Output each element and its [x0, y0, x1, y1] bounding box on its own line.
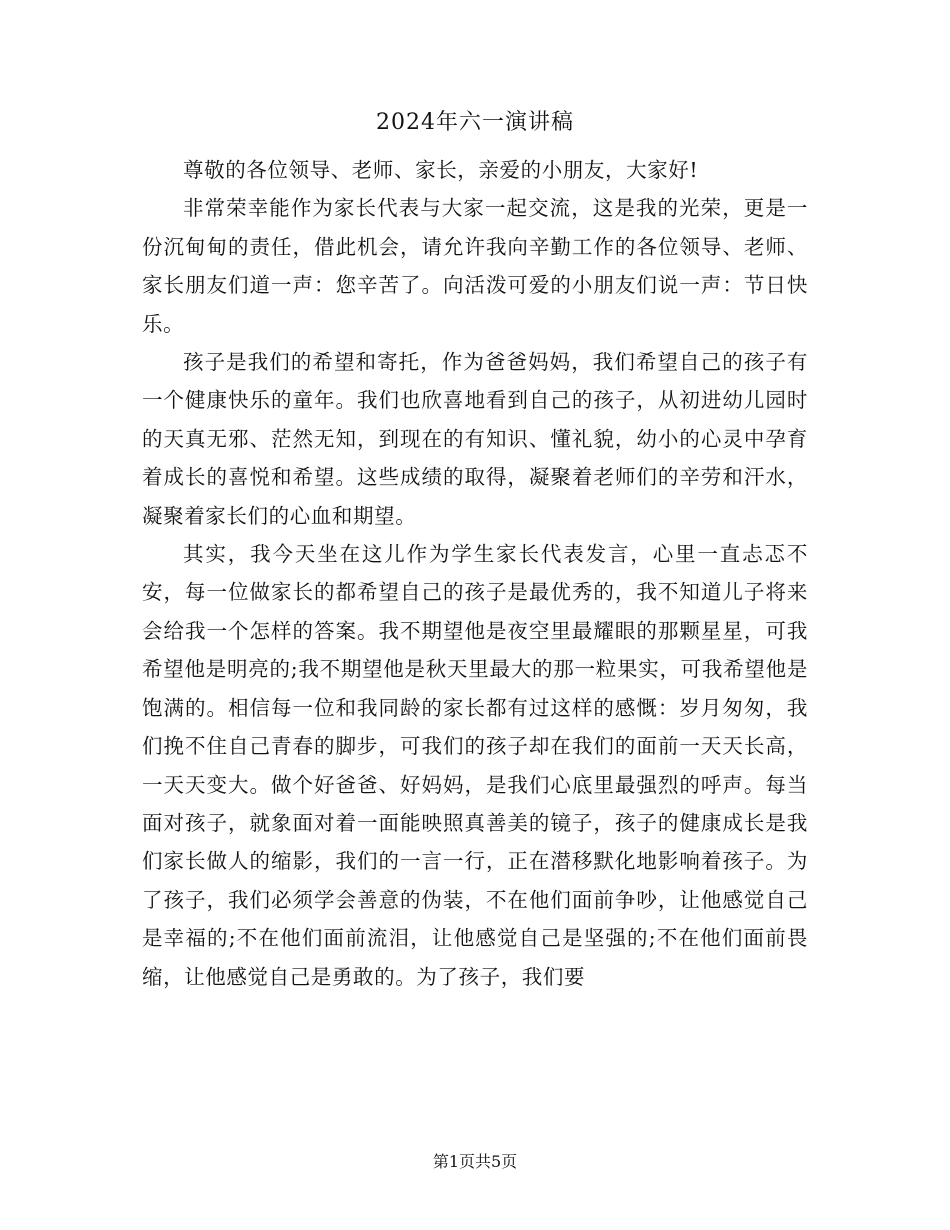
paragraph-reflection: 其实，我今天坐在这儿作为学生家长代表发言，心里一直忐忑不安，每一位做家长的都希望自己的孩子是最优秀的，我不知道儿子将来会给我一个怎样的答案。我不期望他是夜空里最耀眼的那颗星星，可我希望他是明亮的;我不期望他是秋天里最大的那一粒果实，可我希望他是饱满的。相信每一位和我同龄的家长都有过这样的感慨：岁月匆匆，我们挽不住自己青春的脚步，可我们的孩子却在我们的面前一天天长高，一天天变大。做个好爸爸、好妈妈，是我们心底里最强烈的呼声。每当面对孩子，就象面对着一面能映照真善美的镜子，孩子的健康成长是我们家长做人的缩影，我们的一言一行，正在潜移默化地影响着孩子。为了孩子，我们必须学会善意的伪装，不在他们面前争吵，让他感觉自己是幸福的;不在他们面前流泪，让他感觉自己是坚强的;不在他们面前畏缩，让他感觉自己是勇敢的。为了孩子，我们要 [142, 542, 808, 989]
document-title: 2024年六一演讲稿 [376, 110, 574, 135]
page-number: 第1页共5页 [432, 1152, 518, 1171]
paragraph-greeting: 尊敬的各位领导、老师、家长，亲爱的小朋友，大家好! [183, 158, 699, 182]
document-body [142, 151, 808, 996]
paragraph-hope: 孩子是我们的希望和寄托，作为爸爸妈妈，我们希望自己的孩子有一个健康快乐的童年。我们也欣喜地看到自己的孩子，从初进幼儿园时的天真无邪、茫然无知，到现在的有知识、懂礼貌，幼小的心灵中孕育着成长的喜悦和希望。这些成绩的取得，凝聚着老师们的辛劳和汗水，凝聚着家长们的心血和期望。 [142, 350, 808, 528]
paragraph-honor: 非常荣幸能作为家长代表与大家一起交流，这是我的光荣，更是一份沉甸甸的责任，借此机会，请允许我向辛勤工作的各位领导、老师、家长朋友们道一声：您辛苦了。向活泼可爱的小朋友们说一声：节日快乐。 [142, 196, 808, 336]
